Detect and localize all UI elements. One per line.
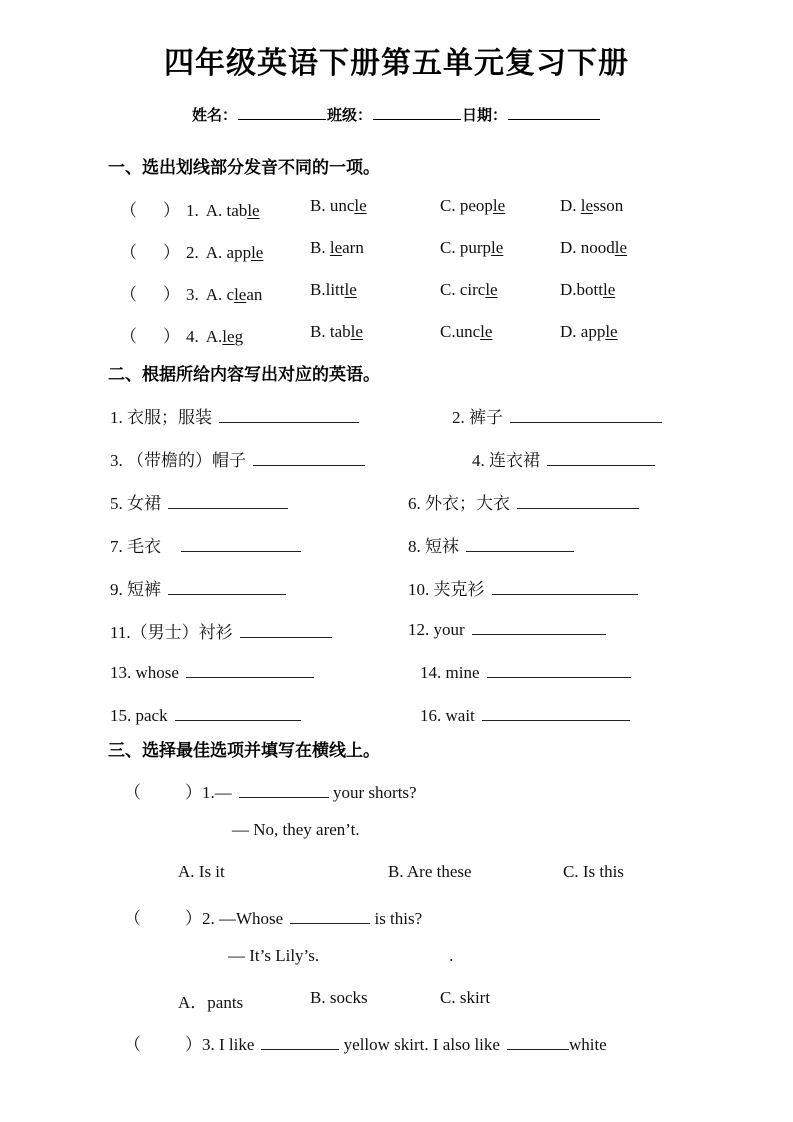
section2-item-1 — [110, 403, 359, 428]
item-number: 15. — [110, 706, 132, 726]
question-number: 4. — [186, 327, 199, 346]
section3-question-1 — [124, 778, 417, 803]
answer-blank[interactable] — [168, 492, 288, 509]
stem-text-part2: yellow skirt. I also like — [343, 1035, 500, 1054]
section3-question-1-options — [178, 862, 698, 882]
answer-bracket[interactable]: （ ） — [120, 327, 180, 346]
item-prompt: 裤子 — [469, 408, 503, 427]
answer-blank[interactable] — [186, 661, 314, 678]
item-number: 7. — [110, 537, 123, 556]
section2-item-4 — [472, 446, 655, 471]
option-c[interactable]: C. Is this — [563, 862, 624, 881]
item-prompt: 夹克衫 — [433, 580, 485, 599]
option-d[interactable]: D. apple — [560, 322, 618, 341]
class-input-blank[interactable] — [373, 104, 461, 120]
section2-item-6 — [408, 489, 639, 514]
item-number: 5. — [110, 494, 123, 513]
option-b[interactable]: B. Are these — [388, 862, 472, 881]
stem-text: your shorts? — [333, 783, 417, 802]
item-prompt: 短裤 — [127, 580, 161, 599]
item-number: 12. — [408, 620, 430, 640]
section2-item-12 — [408, 618, 606, 640]
answer-blank[interactable] — [466, 535, 574, 552]
section2-item-15 — [110, 704, 301, 726]
response-text: — It’s Lily’s. — [228, 946, 320, 965]
item-number: 14. — [420, 663, 442, 683]
section2-item-7 — [110, 532, 301, 557]
stem-dash: —Whose — [219, 909, 284, 928]
section3-question-2 — [124, 904, 422, 929]
answer-blank[interactable] — [510, 406, 662, 423]
section2-item-3 — [110, 446, 365, 471]
answer-bracket[interactable]: （ ） — [120, 285, 180, 304]
item-number: 4. — [472, 451, 485, 470]
section2-item-2 — [452, 403, 662, 428]
question-number: 3. — [186, 285, 199, 304]
item-prompt: 外衣；大衣 — [425, 494, 510, 513]
page-title: 四年级英语下册第五单元复习下册 — [164, 47, 629, 80]
answer-blank[interactable] — [482, 704, 630, 721]
answer-blank[interactable] — [253, 449, 365, 466]
item-prompt: （男士）衬衫 — [130, 623, 233, 642]
item-prompt: 女裙 — [127, 494, 161, 513]
answer-blank[interactable] — [487, 661, 631, 678]
answer-blank[interactable] — [175, 704, 301, 721]
answer-bracket[interactable]: （ ） — [120, 201, 180, 220]
section2-item-9 — [110, 575, 286, 600]
option-d[interactable]: D. noodle — [560, 238, 628, 257]
item-number: 11. — [110, 623, 131, 642]
option-a[interactable]: A．pants — [178, 993, 244, 1012]
question-number: 1. — [202, 783, 215, 802]
date-label: 日期： — [462, 107, 508, 124]
answer-bracket[interactable]: （ ） — [124, 1035, 202, 1054]
answer-bracket[interactable]: （ ） — [124, 783, 202, 802]
section3-question-2-response — [228, 946, 453, 966]
answer-blank[interactable] — [239, 781, 329, 798]
student-info-line — [0, 104, 793, 125]
name-label: 姓名： — [191, 107, 237, 124]
option-c[interactable]: C. circle — [440, 280, 498, 299]
option-c[interactable]: C.uncle — [440, 322, 493, 341]
item-number: 9. — [110, 580, 123, 599]
section2-item-5 — [110, 489, 288, 514]
section1-question-2 — [120, 238, 760, 263]
class-label: 班级： — [326, 107, 372, 124]
option-a[interactable]: A. clean — [205, 285, 263, 304]
date-input-blank[interactable] — [508, 104, 600, 120]
section1-question-3 — [120, 280, 760, 305]
item-number: 13. — [110, 663, 132, 683]
section3-question-2-options — [178, 988, 698, 1013]
answer-blank[interactable] — [168, 578, 286, 595]
item-number: 3. — [110, 451, 123, 470]
option-b[interactable]: B. uncle — [310, 196, 367, 215]
section1-question-1 — [120, 196, 760, 221]
answer-blank[interactable] — [240, 621, 332, 638]
item-prompt: 连衣裙 — [489, 451, 540, 470]
section-3-heading: 三、选择最佳选项并填写在横线上。 — [108, 741, 380, 760]
answer-bracket[interactable]: （ ） — [124, 909, 202, 928]
section2-item-10 — [408, 575, 638, 600]
item-prompt: wait — [445, 706, 475, 726]
section-2-heading: 二、根据所给内容写出对应的英语。 — [108, 365, 380, 384]
option-d[interactable]: D. lesson — [560, 196, 624, 215]
answer-blank[interactable] — [261, 1033, 339, 1050]
answer-blank[interactable] — [507, 1033, 569, 1050]
option-b[interactable]: B. socks — [310, 988, 368, 1007]
answer-blank[interactable] — [492, 578, 638, 595]
item-prompt: whose — [135, 663, 179, 683]
answer-blank[interactable] — [290, 907, 370, 924]
question-number: 3. — [202, 1035, 215, 1054]
section2-item-16 — [420, 704, 630, 726]
option-a[interactable]: A. table — [205, 201, 260, 220]
section2-item-14 — [420, 661, 631, 683]
answer-bracket[interactable]: （ ） — [120, 243, 180, 262]
item-prompt: your — [433, 620, 465, 640]
stem-text-part1: I like — [219, 1035, 255, 1054]
section3-question-1-response: — No, they aren’t. — [232, 820, 360, 839]
option-a[interactable]: A. apple — [205, 243, 264, 262]
question-number: 1. — [186, 201, 199, 220]
answer-blank[interactable] — [472, 618, 606, 635]
option-b[interactable]: B. learn — [310, 238, 364, 257]
section2-item-8 — [408, 532, 574, 557]
item-prompt: 衣服；服装 — [127, 408, 212, 427]
item-prompt: mine — [445, 663, 480, 683]
answer-blank[interactable] — [517, 492, 639, 509]
item-number: 2. — [452, 408, 465, 427]
section3-question-3 — [124, 1030, 607, 1055]
option-c[interactable]: C. skirt — [440, 988, 491, 1007]
item-number: 6. — [408, 494, 421, 513]
stem-text: is this? — [374, 909, 423, 928]
question-number: 2. — [186, 243, 199, 262]
name-input-blank[interactable] — [238, 104, 326, 120]
item-number: 16. — [420, 706, 442, 726]
answer-blank[interactable] — [547, 449, 655, 466]
section1-question-4 — [120, 322, 760, 347]
item-number: 8. — [408, 537, 421, 556]
option-d[interactable]: D.bottle — [560, 280, 616, 299]
item-number: 10. — [408, 580, 430, 599]
section-1-heading: 一、选出划线部分发音不同的一项。 — [108, 158, 380, 177]
section2-item-13 — [110, 661, 314, 683]
question-number: 2. — [202, 909, 215, 928]
item-prompt: 短袜 — [425, 537, 459, 556]
item-prompt: 毛衣 — [127, 537, 161, 556]
option-b[interactable]: B. table — [310, 322, 363, 341]
option-a[interactable]: A.leg — [205, 327, 244, 346]
stem-dash: — — [214, 783, 232, 802]
answer-blank[interactable] — [181, 535, 301, 552]
item-prompt: （带檐的）帽子 — [127, 451, 246, 470]
option-c[interactable]: C. people — [440, 196, 506, 215]
section2-item-11 — [110, 618, 332, 643]
answer-blank[interactable] — [219, 406, 359, 423]
item-number: 1. — [110, 408, 123, 427]
option-a[interactable]: A. Is it — [178, 862, 225, 881]
stem-text-part3: white — [568, 1035, 607, 1054]
item-prompt: pack — [135, 706, 168, 726]
option-c[interactable]: C. purple — [440, 238, 504, 257]
option-b[interactable]: B.little — [310, 280, 357, 299]
stray-period: . — [449, 946, 454, 965]
